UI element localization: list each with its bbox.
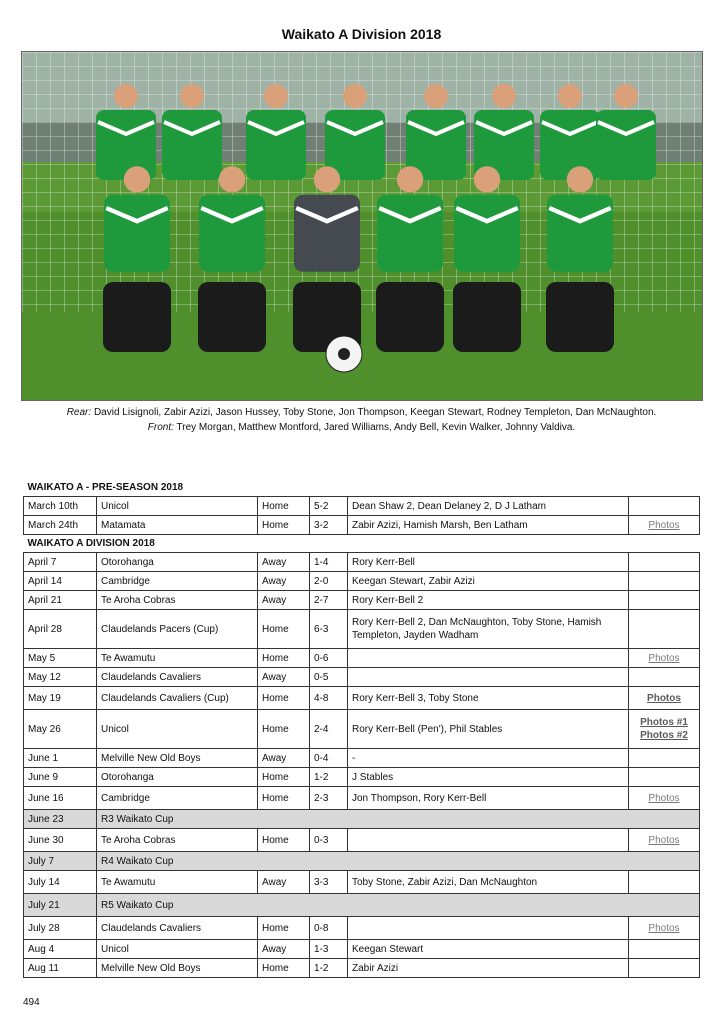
scorers-cell: Rory Kerr-Bell (Pen'), Phil Stables [348,710,629,749]
date-cell: July 28 [24,917,97,940]
photos-link[interactable]: Photos #2 [640,730,688,741]
score-cell: 0-4 [310,749,348,768]
date-cell: July 21 [24,894,97,917]
opponent-cell: Te Aroha Cobras [97,591,258,610]
score-cell: 4-8 [310,687,348,710]
scorers-cell: Keegan Stewart [348,940,629,959]
venue-cell: Away [258,591,310,610]
photos-cell [629,787,700,810]
date-cell: May 5 [24,649,97,668]
date-cell: April 28 [24,610,97,649]
section-heading: WAIKATO A DIVISION 2018 [27,538,155,549]
date-cell: July 14 [24,871,97,894]
opponent-cell: Cambridge [97,787,258,810]
score-cell: 6-3 [310,610,348,649]
venue-cell: Away [258,572,310,591]
score-cell: 0-8 [310,917,348,940]
opponent-cell: Claudelands Cavaliers [97,917,258,940]
score-cell: 0-3 [310,829,348,852]
opponent-cell: Claudelands Cavaliers [97,668,258,687]
table-row [24,553,700,572]
photos-cell [629,940,700,959]
venue-cell: Home [258,710,310,749]
section-heading-row [24,535,700,553]
date-cell: June 1 [24,749,97,768]
table-row [24,591,700,610]
photos-cell [629,749,700,768]
table-row [24,572,700,591]
cup-round-cell: R3 Waikato Cup [97,810,700,829]
date-cell: June 23 [24,810,97,829]
venue-cell: Home [258,687,310,710]
table-row [24,516,700,535]
date-cell: June 16 [24,787,97,810]
venue-cell: Away [258,668,310,687]
venue-cell: Away [258,871,310,894]
score-cell: 3-3 [310,871,348,894]
table-row [24,668,700,687]
photos-cell [629,497,700,516]
caption-front: Front: Trey Morgan, Matthew Montford, Jared Williams, Andy Bell, Kevin Walker, Johnny Valdiva. [147,422,576,433]
date-cell: June 9 [24,768,97,787]
photos-cell [629,917,700,940]
photo-caption [0,405,723,435]
photos-cell [629,959,700,978]
opponent-cell: Unicol [97,710,258,749]
table-row [24,959,700,978]
date-cell: June 30 [24,829,97,852]
scorers-cell: Toby Stone, Zabir Azizi, Dan McNaughton [348,871,629,894]
venue-cell: Away [258,553,310,572]
score-cell: 1-2 [310,768,348,787]
photos-cell [629,591,700,610]
opponent-cell: Unicol [97,940,258,959]
photos-cell [629,829,700,852]
opponent-cell: Claudelands Pacers (Cup) [97,610,258,649]
venue-cell: Home [258,516,310,535]
photos-cell [629,768,700,787]
opponent-cell: Otorohanga [97,768,258,787]
section-heading: WAIKATO A - PRE-SEASON 2018 [27,482,184,493]
photos-cell [629,516,700,535]
table-row [24,768,700,787]
photos-link[interactable]: Photos [648,834,680,846]
venue-cell: Home [258,959,310,978]
score-cell: 0-6 [310,649,348,668]
photos-link[interactable]: Photos [648,519,680,531]
photos-link[interactable]: Photos #1 [640,717,688,728]
table-row [24,610,700,649]
table-row [24,749,700,768]
scorers-cell: Zabir Azizi, Hamish Marsh, Ben Latham [348,516,629,535]
table-row [24,687,700,710]
table-row [24,710,700,749]
score-cell: 1-2 [310,959,348,978]
opponent-cell: Claudelands Cavaliers (Cup) [97,687,258,710]
venue-cell: Home [258,610,310,649]
cup-round-cell: R5 Waikato Cup [97,894,700,917]
score-cell: 1-3 [310,940,348,959]
venue-cell: Away [258,749,310,768]
scorers-cell: Rory Kerr-Bell 2 [348,591,629,610]
photos-cell [629,610,700,649]
page-number: 494 [23,997,40,1008]
table-row [24,787,700,810]
section-heading-row [24,479,700,497]
photos-link[interactable]: Photos [648,652,680,664]
score-cell: 2-0 [310,572,348,591]
scorers-cell: J Stables [348,768,629,787]
caption-rear: Rear: David Lisignoli, Zabir Azizi, Jason Hussey, Toby Stone, Jon Thompson, Keegan Stewart, Rodney Templeton, Dan McNaughton. [66,407,657,418]
scorers-cell: Dean Shaw 2, Dean Delaney 2, D J Latham [348,497,629,516]
table-row [24,829,700,852]
date-cell: Aug 4 [24,940,97,959]
cup-round-cell: R4 Waikato Cup [97,852,700,871]
score-cell: 2-3 [310,787,348,810]
photos-cell [629,710,700,749]
opponent-cell: Te Awamutu [97,649,258,668]
scorers-cell [348,649,629,668]
photos-cell [629,871,700,894]
venue-cell: Away [258,940,310,959]
table-row [24,852,700,871]
scorers-cell [348,917,629,940]
venue-cell: Home [258,649,310,668]
scorers-cell: Rory Kerr-Bell 2, Dan McNaughton, Toby Stone, Hamish Templeton, Jayden Wadham [348,610,629,649]
photos-cell [629,649,700,668]
score-cell: 3-2 [310,516,348,535]
opponent-cell: Te Aroha Cobras [97,829,258,852]
photos-link[interactable]: Photos [648,922,680,934]
date-cell: May 26 [24,710,97,749]
team-photo [21,51,703,401]
date-cell: July 7 [24,852,97,871]
results-table [23,479,700,978]
photos-cell [629,553,700,572]
venue-cell: Home [258,768,310,787]
score-cell: 2-4 [310,710,348,749]
table-row [24,894,700,917]
opponent-cell: Matamata [97,516,258,535]
date-cell: May 19 [24,687,97,710]
opponent-cell: Melville New Old Boys [97,749,258,768]
date-cell: April 7 [24,553,97,572]
score-cell: 1-4 [310,553,348,572]
table-row [24,649,700,668]
venue-cell: Home [258,497,310,516]
date-cell: April 14 [24,572,97,591]
opponent-cell: Otorohanga [97,553,258,572]
opponent-cell: Melville New Old Boys [97,959,258,978]
opponent-cell: Unicol [97,497,258,516]
page-title: Waikato A Division 2018 [281,26,442,42]
scorers-cell [348,668,629,687]
photos-cell [629,572,700,591]
scorers-cell: Rory Kerr-Bell [348,553,629,572]
scorers-cell: Jon Thompson, Rory Kerr-Bell [348,787,629,810]
scorers-cell: Rory Kerr-Bell 3, Toby Stone [348,687,629,710]
date-cell: Aug 11 [24,959,97,978]
table-row [24,871,700,894]
table-row [24,497,700,516]
table-row [24,940,700,959]
scorers-cell [348,829,629,852]
opponent-cell: Te Awamutu [97,871,258,894]
table-row [24,917,700,940]
scorers-cell: - [348,749,629,768]
photos-link[interactable]: Photos [647,692,681,704]
venue-cell: Home [258,829,310,852]
scorers-cell: Keegan Stewart, Zabir Azizi [348,572,629,591]
date-cell: March 24th [24,516,97,535]
venue-cell: Home [258,917,310,940]
scorers-cell: Zabir Azizi [348,959,629,978]
date-cell: March 10th [24,497,97,516]
score-cell: 5-2 [310,497,348,516]
photos-link[interactable]: Photos [648,792,680,804]
date-cell: May 12 [24,668,97,687]
photos-cell [629,687,700,710]
date-cell: April 21 [24,591,97,610]
opponent-cell: Cambridge [97,572,258,591]
venue-cell: Home [258,787,310,810]
score-cell: 0-5 [310,668,348,687]
score-cell: 2-7 [310,591,348,610]
photos-cell [629,668,700,687]
table-row [24,810,700,829]
